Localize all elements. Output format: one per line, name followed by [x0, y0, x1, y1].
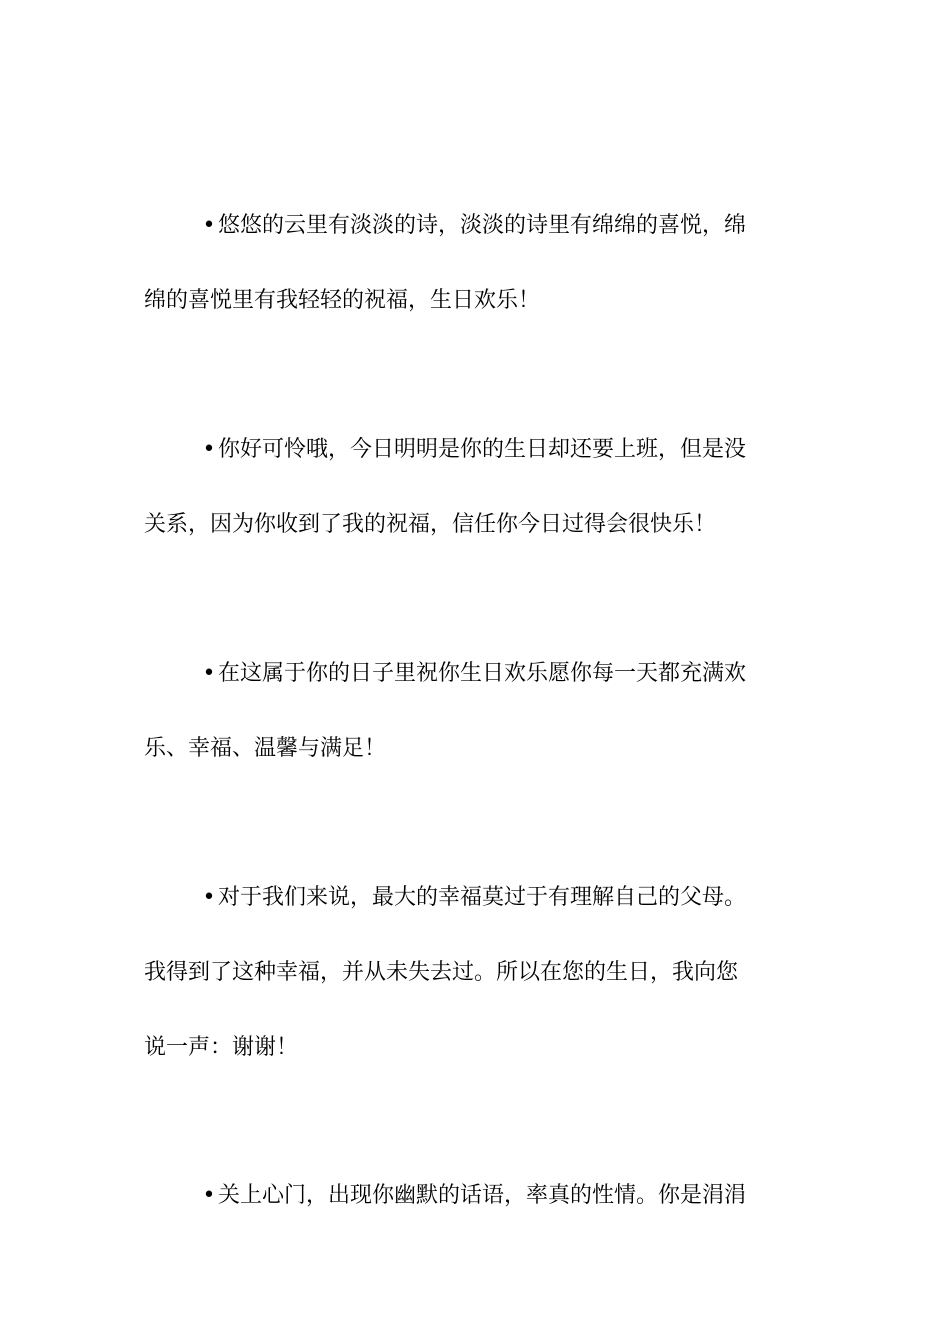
paragraph-text: 说一声：谢谢！: [144, 1035, 299, 1060]
paragraph-line: [144, 510, 716, 540]
bullet-icon: •: [202, 213, 216, 238]
paragraph-line: [200, 1181, 746, 1211]
paragraph-line: [200, 659, 746, 689]
paragraph-text: 悠悠的云里有淡淡的诗，淡淡的诗里有绵绵的喜悦，绵: [218, 213, 747, 238]
paragraph-text: 关系，因为你收到了我的祝福，信任你今日过得会很快乐！: [144, 512, 717, 537]
paragraph-text: 绵的喜悦里有我轻轻的祝福，生日欢乐！: [144, 288, 541, 313]
paragraph-text: 在这属于你的日子里祝你生日欢乐愿你每一天都充满欢: [218, 661, 747, 686]
paragraph-text: 你好可怜哦，今日明明是你的生日却还要上班，但是没: [218, 437, 747, 462]
bullet-icon: •: [202, 1183, 216, 1208]
paragraph-line: [200, 211, 746, 241]
paragraph-line: [200, 435, 746, 465]
paragraph-text: 关上心门，出现你幽默的话语，率真的性情。你是涓涓: [218, 1183, 747, 1208]
paragraph-line: [144, 958, 738, 988]
paragraph-text: 我得到了这种幸福，并从未失去过。所以在您的生日，我向您: [144, 960, 739, 985]
paragraph-line: [144, 734, 386, 764]
paragraph-line: [144, 286, 540, 316]
paragraph-text: 对于我们来说，最大的幸福莫过于有理解自己的父母。: [218, 885, 747, 910]
bullet-icon: •: [202, 885, 216, 910]
paragraph-line: [144, 1033, 298, 1063]
bullet-icon: •: [202, 437, 216, 462]
paragraph-line: [200, 883, 746, 913]
paragraph-text: 乐、幸福、温馨与满足！: [144, 736, 387, 761]
bullet-icon: •: [202, 661, 216, 686]
